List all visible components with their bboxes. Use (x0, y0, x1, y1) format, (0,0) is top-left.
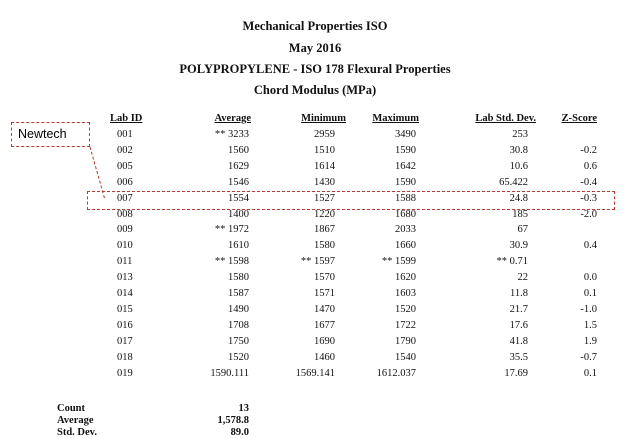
summary-value-average: 1,578.8 (217, 415, 249, 426)
report-measure: Chord Modulus (MPa) (253, 83, 377, 97)
cell-minimum: 1527 (314, 193, 335, 204)
cell-z-score: -0.2 (580, 145, 597, 156)
cell-minimum: 1867 (314, 224, 335, 235)
summary-value-count: 13 (238, 403, 249, 414)
cell-lab-id: 019 (117, 368, 133, 379)
cell-maximum: 1612.037 (376, 368, 416, 379)
cell-lab-id: 015 (117, 304, 133, 315)
cell-minimum: 2959 (314, 129, 335, 140)
cell-minimum: 1470 (314, 304, 335, 315)
cell-lab-std-dev: 41.8 (509, 336, 528, 347)
cell-lab-std-dev: 21.7 (509, 304, 528, 315)
cell-minimum: 1690 (314, 336, 335, 347)
column-header-lab-id: Lab ID (110, 113, 143, 124)
cell-lab-id: 010 (117, 240, 133, 251)
cell-lab-std-dev: 17.6 (509, 320, 528, 331)
cell-minimum: 1460 (314, 352, 335, 363)
column-header-minimum: Minimum (301, 113, 346, 124)
cell-lab-std-dev: 253 (512, 129, 528, 140)
cell-minimum: ** 1597 (300, 256, 335, 267)
cell-average: 1629 (228, 161, 249, 172)
cell-lab-id: 008 (117, 209, 133, 220)
cell-average: 1400 (228, 209, 249, 220)
cell-maximum: 2033 (395, 224, 416, 235)
cell-lab-std-dev: 67 (517, 224, 528, 235)
cell-average: 1546 (228, 177, 249, 188)
cell-lab-id: 017 (117, 336, 133, 347)
cell-minimum: 1510 (314, 145, 335, 156)
summary-label-average: Average (57, 415, 94, 426)
column-header-average: Average (214, 113, 251, 124)
cell-z-score: -1.0 (580, 304, 597, 315)
cell-lab-std-dev: 10.6 (509, 161, 528, 172)
cell-maximum: ** 1599 (381, 256, 416, 267)
cell-z-score: 0.1 (583, 368, 597, 379)
cell-maximum: 1722 (395, 320, 416, 331)
report-subtitle: POLYPROPYLENE - ISO 178 Flexural Properties (179, 62, 451, 76)
cell-lab-std-dev: 30.9 (509, 240, 528, 251)
cell-maximum: 1680 (395, 209, 416, 220)
cell-maximum: 1642 (395, 161, 416, 172)
cell-lab-id: 007 (117, 193, 133, 204)
summary-label-count: Count (57, 403, 86, 414)
cell-maximum: 1590 (395, 145, 416, 156)
cell-z-score: -0.3 (580, 193, 597, 204)
cell-lab-id: 002 (117, 145, 133, 156)
cell-average: 1560 (228, 145, 249, 156)
cell-z-score: 0.4 (583, 240, 597, 251)
cell-minimum: 1569.141 (295, 368, 335, 379)
cell-average: 1490 (228, 304, 249, 315)
cell-z-score: 0.1 (583, 288, 597, 299)
cell-lab-std-dev: 22 (517, 272, 528, 283)
cell-z-score: -2.0 (580, 209, 597, 220)
cell-maximum: 1540 (395, 352, 416, 363)
cell-lab-std-dev: 24.8 (509, 193, 528, 204)
cell-average: ** 1972 (214, 224, 249, 235)
cell-z-score: -0.4 (580, 177, 597, 188)
cell-average: 1587 (228, 288, 249, 299)
cell-maximum: 1590 (395, 177, 416, 188)
cell-lab-std-dev: 65.422 (499, 177, 528, 188)
cell-minimum: 1570 (314, 272, 335, 283)
cell-lab-id: 016 (117, 320, 133, 331)
cell-average: 1580 (228, 272, 249, 283)
cell-minimum: 1614 (314, 161, 335, 172)
report-date: May 2016 (288, 41, 342, 55)
cell-maximum: 1790 (395, 336, 416, 347)
cell-lab-id: 006 (117, 177, 133, 188)
cell-lab-id: 013 (117, 272, 133, 283)
cell-lab-std-dev: 17.69 (504, 368, 528, 379)
cell-z-score: 1.9 (583, 336, 597, 347)
cell-lab-std-dev: ** 0.71 (496, 256, 528, 267)
cell-maximum: 1588 (395, 193, 416, 204)
cell-lab-id: 011 (117, 256, 133, 267)
cell-z-score: 0.6 (583, 161, 597, 172)
cell-maximum: 1660 (395, 240, 416, 251)
column-header-maximum: Maximum (372, 113, 419, 124)
cell-z-score: 0.0 (583, 272, 597, 283)
cell-lab-id: 005 (117, 161, 133, 172)
cell-minimum: 1430 (314, 177, 335, 188)
cell-lab-id: 018 (117, 352, 133, 363)
cell-minimum: 1220 (314, 209, 335, 220)
report-title: Mechanical Properties ISO (242, 19, 388, 33)
cell-z-score: 1.5 (583, 320, 597, 331)
column-header-z-score: Z-Score (561, 113, 597, 124)
cell-maximum: 1520 (395, 304, 416, 315)
cell-lab-id: 001 (117, 129, 133, 140)
cell-lab-std-dev: 11.8 (510, 288, 528, 299)
cell-lab-id: 009 (117, 224, 133, 235)
cell-maximum: 3490 (395, 129, 416, 140)
cell-maximum: 1620 (395, 272, 416, 283)
cell-minimum: 1580 (314, 240, 335, 251)
cell-average: 1554 (228, 193, 249, 204)
cell-average: 1708 (228, 320, 249, 331)
cell-z-score: -0.7 (580, 352, 597, 363)
newtech-callout: Newtech (11, 122, 90, 147)
cell-average: ** 1598 (214, 256, 249, 267)
cell-lab-id: 014 (117, 288, 133, 299)
cell-lab-std-dev: 185 (512, 209, 528, 220)
summary-label-std-dev: Std. Dev. (57, 427, 97, 438)
column-header-lab-std-dev: Lab Std. Dev. (475, 113, 536, 124)
cell-minimum: 1571 (314, 288, 335, 299)
cell-lab-std-dev: 30.8 (509, 145, 528, 156)
cell-minimum: 1677 (314, 320, 335, 331)
cell-maximum: 1603 (395, 288, 416, 299)
cell-average: 1520 (228, 352, 249, 363)
summary-value-std-dev: 89.0 (230, 427, 249, 438)
cell-average: 1610 (228, 240, 249, 251)
cell-lab-std-dev: 35.5 (509, 352, 528, 363)
cell-average: ** 3233 (214, 129, 249, 140)
cell-average: 1750 (228, 336, 249, 347)
cell-average: 1590.111 (210, 368, 249, 379)
